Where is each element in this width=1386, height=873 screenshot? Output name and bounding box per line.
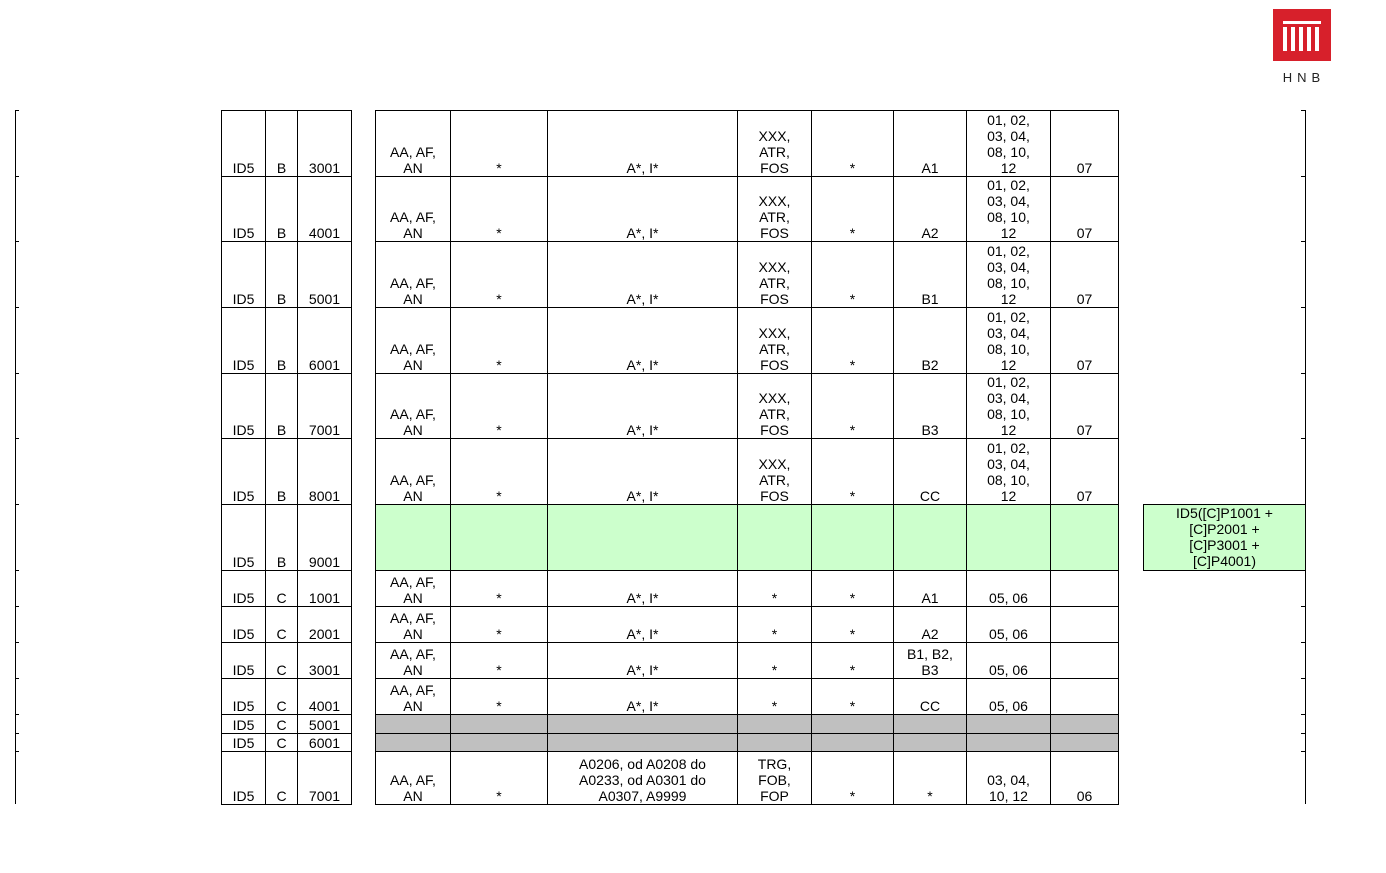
cell-c6: CC [893,438,967,505]
cell-c1: AA, AF, AN [375,751,451,805]
cell-c7 [966,504,1051,571]
cell-c4 [737,504,812,571]
cell-id: ID5 [221,570,266,607]
cell-cat: B [265,241,298,308]
cell-c5 [811,714,894,734]
cell-c5: * [811,678,894,715]
row-tick [1301,570,1305,571]
row-tick [15,438,19,439]
row-tick [15,504,19,505]
cell-c5: * [811,606,894,643]
cell-cat: B [265,307,298,374]
cell-c3: A*, I* [547,307,738,374]
cell-c1 [375,714,451,734]
cell-c4: * [737,678,812,715]
cell-code: 7001 [297,751,352,805]
cell-cat: B [265,438,298,505]
cell-cat: B [265,176,298,242]
cell-c7: 01, 02, 03, 04, 08, 10, 12 [966,241,1051,308]
cell-c1: AA, AF, AN [375,110,451,177]
cell-c8: 07 [1050,307,1119,374]
cell-id: ID5 [221,733,266,752]
cell-id: ID5 [221,110,266,177]
cell-cat: C [265,606,298,643]
cell-c5: * [811,570,894,607]
cell-c2: * [450,110,548,177]
row-tick [15,307,19,308]
cell-c6: * [893,751,967,805]
cell-c5: * [811,307,894,374]
cell-cat: C [265,714,298,734]
cell-code: 8001 [297,438,352,505]
cell-c3: A*, I* [547,606,738,643]
cell-c3 [547,504,738,571]
row-tick [1301,110,1305,111]
cell-c7 [966,714,1051,734]
cell-c1 [375,733,451,752]
cell-c4: XXX, ATR, FOS [737,110,812,177]
row-tick [1301,733,1305,734]
cell-c5 [811,733,894,752]
cell-c7: 01, 02, 03, 04, 08, 10, 12 [966,438,1051,505]
cell-c1: AA, AF, AN [375,438,451,505]
cell-c3: A*, I* [547,241,738,308]
cell-c5: * [811,241,894,308]
row-tick [1301,606,1305,607]
cell-id: ID5 [221,176,266,242]
cell-c1: AA, AF, AN [375,307,451,374]
row-tick [15,110,19,111]
cell-c1: AA, AF, AN [375,678,451,715]
row-tick [1301,307,1305,308]
cell-c8 [1050,570,1119,607]
cell-code: 5001 [297,714,352,734]
cell-code: 9001 [297,504,352,571]
cell-c3: A*, I* [547,373,738,439]
cell-c7: 01, 02, 03, 04, 08, 10, 12 [966,307,1051,374]
cell-c8: 07 [1050,110,1119,177]
cell-c8: 07 [1050,176,1119,242]
cell-id: ID5 [221,307,266,374]
cell-code: 1001 [297,570,352,607]
cell-c3: A0206, od A0208 do A0233, od A0301 do A0307, A9999 [547,751,738,805]
cell-c6 [893,733,967,752]
cell-cat: B [265,110,298,177]
cell-c5: * [811,176,894,242]
hnb-logo [1273,9,1331,85]
cell-c6: A1 [893,570,967,607]
cell-c2: * [450,751,548,805]
cell-c3: A*, I* [547,176,738,242]
cell-c4: TRG, FOB, FOP [737,751,812,805]
cell-c3 [547,714,738,734]
cell-code: 6001 [297,733,352,752]
row-tick [15,733,19,734]
cell-c3: A*, I* [547,642,738,679]
row-tick [1301,642,1305,643]
row-tick [15,241,19,242]
cell-c8: 07 [1050,373,1119,439]
cell-c7: 05, 06 [966,606,1051,643]
cell-c7: 05, 06 [966,570,1051,607]
cell-c6: A1 [893,110,967,177]
cell-c5: * [811,642,894,679]
row-tick [15,373,19,374]
cell-cat: C [265,570,298,607]
cell-c5: * [811,373,894,439]
row-tick [15,606,19,607]
cell-c5: * [811,751,894,805]
cell-c4 [737,714,812,734]
cell-code: 3001 [297,642,352,679]
cell-c7: 03, 04, 10, 12 [966,751,1051,805]
cell-c1: AA, AF, AN [375,373,451,439]
cell-id: ID5 [221,438,266,505]
cell-c4: * [737,642,812,679]
cell-c6: B2 [893,307,967,374]
cell-c8 [1050,504,1119,571]
cell-c2 [450,504,548,571]
cell-cat: C [265,678,298,715]
row-tick [1301,373,1305,374]
cell-c3: A*, I* [547,110,738,177]
hnb-logo-text: HNB [1282,70,1326,85]
cell-c8 [1050,642,1119,679]
row-tick [15,176,19,177]
row-tick [1301,714,1305,715]
cell-c7: 01, 02, 03, 04, 08, 10, 12 [966,176,1051,242]
cell-c4: XXX, ATR, FOS [737,176,812,242]
cell-c2: * [450,373,548,439]
cell-c2: * [450,176,548,242]
row-tick [1301,241,1305,242]
cell-c6: B1, B2, B3 [893,642,967,679]
cell-c7: 05, 06 [966,678,1051,715]
row-tick [1301,751,1305,752]
cell-c2 [450,714,548,734]
cell-c4: XXX, ATR, FOS [737,373,812,439]
row-tick [1301,176,1305,177]
row-tick [15,642,19,643]
cell-code: 2001 [297,606,352,643]
cell-c2: * [450,307,548,374]
cell-c8 [1050,678,1119,715]
cell-c6 [893,504,967,571]
cell-c4 [737,733,812,752]
cell-id: ID5 [221,504,266,571]
cell-c6: A2 [893,176,967,242]
cell-c2: * [450,606,548,643]
cell-c4: XXX, ATR, FOS [737,438,812,505]
cell-c1: AA, AF, AN [375,642,451,679]
hnb-logo-emblem [1273,9,1331,61]
cell-c6 [893,714,967,734]
cell-cat: C [265,733,298,752]
cell-c6: CC [893,678,967,715]
cell-id: ID5 [221,241,266,308]
cell-c7: 01, 02, 03, 04, 08, 10, 12 [966,373,1051,439]
cell-c8: 07 [1050,241,1119,308]
cell-c4: * [737,606,812,643]
cell-code: 4001 [297,678,352,715]
cell-c4: XXX, ATR, FOS [737,307,812,374]
cell-code: 6001 [297,307,352,374]
cell-c3: A*, I* [547,570,738,607]
cell-id: ID5 [221,606,266,643]
cell-c1 [375,504,451,571]
cell-code: 3001 [297,110,352,177]
cell-c5: * [811,438,894,505]
cell-c4: XXX, ATR, FOS [737,241,812,308]
cell-id: ID5 [221,678,266,715]
cell-c1: AA, AF, AN [375,570,451,607]
cell-c2: * [450,678,548,715]
cell-c7: 05, 06 [966,642,1051,679]
cell-c4: * [737,570,812,607]
cell-c2 [450,733,548,752]
cell-id: ID5 [221,373,266,439]
cell-c6: B3 [893,373,967,439]
cell-c2: * [450,241,548,308]
cell-c5: * [811,110,894,177]
cell-c8: 07 [1050,438,1119,505]
cell-c1: AA, AF, AN [375,606,451,643]
cell-c2: * [450,570,548,607]
row-tick [1301,438,1305,439]
cell-c3: A*, I* [547,438,738,505]
cell-c6: A2 [893,606,967,643]
formula-note: ID5([C]P1001 + [C]P2001 + [C]P3001 + [C]P4001) [1143,504,1306,571]
cell-c1: AA, AF, AN [375,241,451,308]
row-tick [15,751,19,752]
cell-c8: 06 [1050,751,1119,805]
cell-c1: AA, AF, AN [375,176,451,242]
cell-c2: * [450,438,548,505]
row-tick [1301,504,1305,505]
cell-cat: B [265,504,298,571]
cell-id: ID5 [221,642,266,679]
page-border-right [1305,110,1306,804]
cell-cat: C [265,751,298,805]
cell-id: ID5 [221,751,266,805]
page-border-left [15,110,16,804]
cell-c6: B1 [893,241,967,308]
cell-c2: * [450,642,548,679]
cell-code: 7001 [297,373,352,439]
cell-c5 [811,504,894,571]
row-tick [15,714,19,715]
cell-code: 4001 [297,176,352,242]
cell-c3 [547,733,738,752]
cell-c3: A*, I* [547,678,738,715]
row-tick [15,570,19,571]
cell-c8 [1050,714,1119,734]
cell-c8 [1050,733,1119,752]
cell-cat: B [265,373,298,439]
cell-c7 [966,733,1051,752]
row-tick [15,678,19,679]
cell-c8 [1050,606,1119,643]
cell-id: ID5 [221,714,266,734]
cell-cat: C [265,642,298,679]
row-tick [1301,678,1305,679]
cell-code: 5001 [297,241,352,308]
cell-c7: 01, 02, 03, 04, 08, 10, 12 [966,110,1051,177]
